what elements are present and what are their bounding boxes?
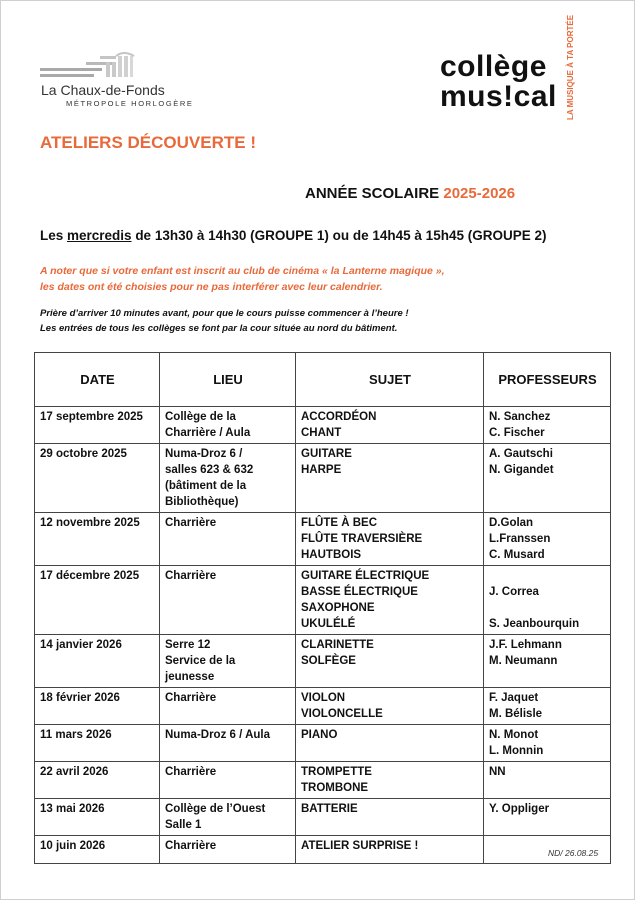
cell-sujet — [296, 444, 484, 513]
lieu-line: Bibliothèque) — [165, 496, 239, 508]
sujet-line: GUITARE — [301, 448, 352, 460]
professeur-line: L.Franssen — [489, 533, 551, 545]
sujet-line: BATTERIE — [301, 803, 358, 815]
date-text: 13 mai 2026 — [40, 803, 105, 815]
cell-date — [35, 725, 160, 762]
sujet-line: ATELIER SURPRISE ! — [301, 840, 419, 852]
cell-lieu — [160, 566, 296, 635]
table-row — [35, 635, 611, 688]
cell-lieu — [160, 725, 296, 762]
lieu-line: Charrière — [165, 570, 217, 582]
cell-date — [35, 566, 160, 635]
sujet-line: GUITARE ÉLECTRIQUE — [301, 570, 430, 582]
date-text: 10 juin 2026 — [40, 840, 106, 852]
professeur-line: D.Golan — [489, 517, 534, 529]
cell-professeurs — [484, 444, 611, 513]
cell-sujet — [296, 725, 484, 762]
cell-date — [35, 635, 160, 688]
sujet-line: PIANO — [301, 729, 338, 741]
cell-date — [35, 799, 160, 836]
lieu-line: Numa-Droz 6 / Aula — [165, 729, 271, 741]
cell-sujet — [296, 635, 484, 688]
lanterne-note — [40, 263, 445, 295]
lieu-line: Charrière — [165, 517, 217, 529]
date-text: 14 janvier 2026 — [40, 639, 122, 651]
schedule-weekday: mercredis — [67, 228, 132, 243]
cell-professeurs — [484, 762, 611, 799]
lieu-line: Salle 1 — [165, 819, 202, 831]
table-row — [35, 688, 611, 725]
city-subtitle: MÉTROPOLE HORLOGÈRE — [66, 99, 194, 108]
cell-professeurs — [484, 688, 611, 725]
professeur-line: S. Jeanbourquin — [489, 618, 580, 630]
cell-lieu — [160, 836, 296, 864]
schedule-part3: de 13h30 à 14h30 (GROUPE 1) ou de 14h45 à 15h45 (GROUPE 2) — [131, 228, 547, 243]
professeur-line: J. Correa — [489, 586, 539, 598]
header-lieu: LIEU — [160, 353, 296, 407]
school-year-label: ANNÉE SCOLAIRE — [305, 185, 444, 202]
spacer — [489, 568, 606, 584]
schedule-line — [40, 228, 546, 243]
cell-sujet — [296, 407, 484, 444]
lieu-line: jeunesse — [165, 671, 215, 683]
schedule-part1: Les — [40, 228, 68, 243]
cell-professeurs — [484, 635, 611, 688]
professeur-line: J.F. Lehmann — [489, 639, 562, 651]
professeur-line: NN — [489, 766, 506, 778]
header-sujet: SUJET — [296, 353, 484, 407]
cell-date — [35, 688, 160, 725]
table-row — [35, 836, 611, 864]
cell-date — [35, 762, 160, 799]
table-row — [35, 725, 611, 762]
spacer — [489, 600, 606, 616]
cell-sujet — [296, 566, 484, 635]
lieu-line: Charrière / Aula — [165, 427, 251, 439]
cell-date — [35, 836, 160, 864]
cell-professeurs — [484, 513, 611, 566]
sujet-line: HAUTBOIS — [301, 549, 362, 561]
date-text: 29 octobre 2025 — [40, 448, 127, 460]
sujet-line: VIOLON — [301, 692, 346, 704]
sujet-line: CLARINETTE — [301, 639, 374, 651]
sujet-line: SOLFÈGE — [301, 655, 356, 667]
professeur-line: M. Neumann — [489, 655, 558, 667]
professeur-line: A. Gautschi — [489, 448, 553, 460]
city-name: La Chaux-de-Fonds — [41, 82, 165, 98]
lieu-line: Serre 12 — [165, 639, 211, 651]
professeur-line: C. Musard — [489, 549, 545, 561]
professeur-line: N. Monot — [489, 729, 539, 741]
document-reference: ND/ 26.08.25 — [548, 848, 599, 858]
cell-sujet — [296, 799, 484, 836]
sujet-line: FLÛTE À BEC — [301, 517, 378, 529]
college-logo-line1: collège — [440, 50, 547, 83]
table-header-row — [35, 353, 611, 407]
sujet-line: VIOLONCELLE — [301, 708, 383, 720]
table-row — [35, 799, 611, 836]
cell-lieu — [160, 407, 296, 444]
cell-sujet — [296, 836, 484, 864]
college-logo-line2: mus!cal — [440, 80, 557, 113]
professeur-line: N. Sanchez — [489, 411, 551, 423]
sujet-line: TROMPETTE — [301, 766, 372, 778]
cell-date — [35, 513, 160, 566]
cell-lieu — [160, 513, 296, 566]
arrival-info — [40, 306, 409, 336]
date-text: 17 décembre 2025 — [40, 570, 140, 582]
sujet-line: CHANT — [301, 427, 342, 439]
lieu-line: Collège de la — [165, 411, 236, 423]
sujet-line: HARPE — [301, 464, 342, 476]
header-professeurs: PROFESSEURS — [484, 353, 611, 407]
sujet-line: SAXOPHONE — [301, 602, 375, 614]
college-logo-tagline: LA MUSIQUE À TA PORTÉE — [566, 14, 575, 120]
professeur-line: M. Bélisle — [489, 708, 543, 720]
sujet-line: TROMBONE — [301, 782, 369, 794]
cell-professeurs — [484, 407, 611, 444]
page-title: ATELIERS DÉCOUVERTE ! — [40, 133, 256, 152]
city-logo-mark — [40, 52, 140, 80]
table-row — [35, 407, 611, 444]
table-row — [35, 513, 611, 566]
cell-sujet — [296, 688, 484, 725]
cell-lieu — [160, 799, 296, 836]
professeur-line: Y. Oppliger — [489, 803, 550, 815]
lieu-line: salles 623 & 632 — [165, 464, 254, 476]
cell-sujet — [296, 513, 484, 566]
cell-date — [35, 407, 160, 444]
lieu-line: Collège de l’Ouest — [165, 803, 266, 815]
note-line: les dates ont été choisies pour ne pas interférer avec leur calendrier. — [40, 281, 383, 293]
professeur-line: N. Gigandet — [489, 464, 554, 476]
lieu-line: Charrière — [165, 766, 217, 778]
school-year-value: 2025-2026 — [443, 185, 516, 202]
cell-lieu — [160, 688, 296, 725]
professeur-line: L. Monnin — [489, 745, 544, 757]
date-text: 17 septembre 2025 — [40, 411, 143, 423]
cell-lieu — [160, 762, 296, 799]
table-row — [35, 566, 611, 635]
workshops-table — [34, 352, 611, 864]
cell-professeurs — [484, 566, 611, 635]
date-text: 22 avril 2026 — [40, 766, 109, 778]
note-line: A noter que si votre enfant est inscrit au club de cinéma « la Lanterne magique », — [40, 265, 445, 277]
lieu-line: (bâtiment de la — [165, 480, 247, 492]
professeur-line: C. Fischer — [489, 427, 545, 439]
city-logo — [40, 52, 200, 112]
professeur-line: F. Jaquet — [489, 692, 539, 704]
date-text: 11 mars 2026 — [40, 729, 112, 741]
lieu-line: Service de la — [165, 655, 236, 667]
lieu-line: Charrière — [165, 840, 217, 852]
cell-lieu — [160, 444, 296, 513]
sujet-line: BASSE ÉLECTRIQUE — [301, 586, 418, 598]
table-row — [35, 762, 611, 799]
cell-professeurs — [484, 725, 611, 762]
school-year — [305, 185, 515, 202]
sujet-line: ACCORDÉON — [301, 411, 377, 423]
table-row — [35, 444, 611, 513]
cell-lieu — [160, 635, 296, 688]
lieu-line: Charrière — [165, 692, 217, 704]
cell-sujet — [296, 762, 484, 799]
lieu-line: Numa-Droz 6 / — [165, 448, 243, 460]
info-line: Les entrées de tous les collèges se font par la cour située au nord du bâtiment. — [40, 323, 398, 334]
date-text: 12 novembre 2025 — [40, 517, 140, 529]
table-body — [35, 407, 611, 864]
header-date: DATE — [35, 353, 160, 407]
date-text: 18 février 2026 — [40, 692, 120, 704]
sujet-line: UKULÉLÉ — [301, 618, 356, 630]
info-line: Prière d’arriver 10 minutes avant, pour que le cours puisse commencer à l’heure ! — [40, 308, 409, 319]
sujet-line: FLÛTE TRAVERSIÈRE — [301, 533, 423, 545]
college-musical-logo — [440, 14, 600, 120]
cell-date — [35, 444, 160, 513]
cell-professeurs — [484, 799, 611, 836]
